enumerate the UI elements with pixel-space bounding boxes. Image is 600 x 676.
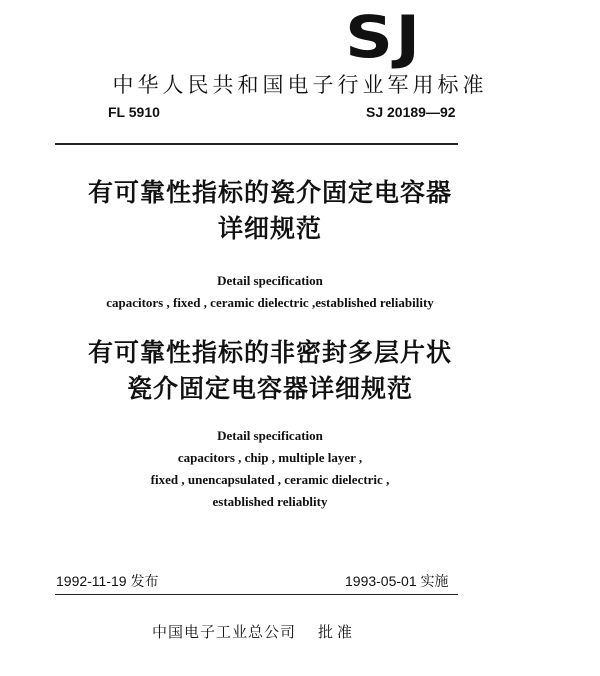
title1-cn-line1: 有可靠性指标的瓷介固定电容器 (87, 178, 452, 207)
title1-cn-line2: 详细规范 (217, 214, 322, 243)
title2-cn-line2: 瓷介固定电容器详细规范 (126, 374, 413, 403)
standard-number: SJ 20189—92 (366, 104, 456, 120)
title2-en-line3: fixed , unencapsulated , ceramic dielectric , (150, 472, 390, 487)
effective-date: 1993-05-01 实施 (345, 573, 449, 589)
issue-date: 1992-11-19 发布 (56, 573, 159, 589)
approving-authority: 中国电子工业总公司 (152, 623, 297, 641)
title2-en-line2: capacitors , chip , multiple layer , (177, 450, 363, 465)
bottom-divider (55, 594, 458, 595)
approve-label: 批准 (318, 623, 357, 641)
top-divider (55, 143, 458, 145)
classification-code: FL 5910 (108, 104, 160, 120)
sj-logo: SJ (345, 3, 423, 71)
title2-en-line4: established reliablity (212, 494, 328, 509)
title2-cn-line1: 有可靠性指标的非密封多层片状 (87, 338, 452, 367)
title1-en-line2: capacitors , fixed , ceramic dielectric ,established reliability (106, 295, 434, 310)
title1-en-line1: Detail specification (217, 273, 323, 288)
industry-standard-heading: 中华人民共和国电子行业军用标准 (112, 73, 488, 97)
title2-en-line1: Detail specification (217, 428, 323, 443)
